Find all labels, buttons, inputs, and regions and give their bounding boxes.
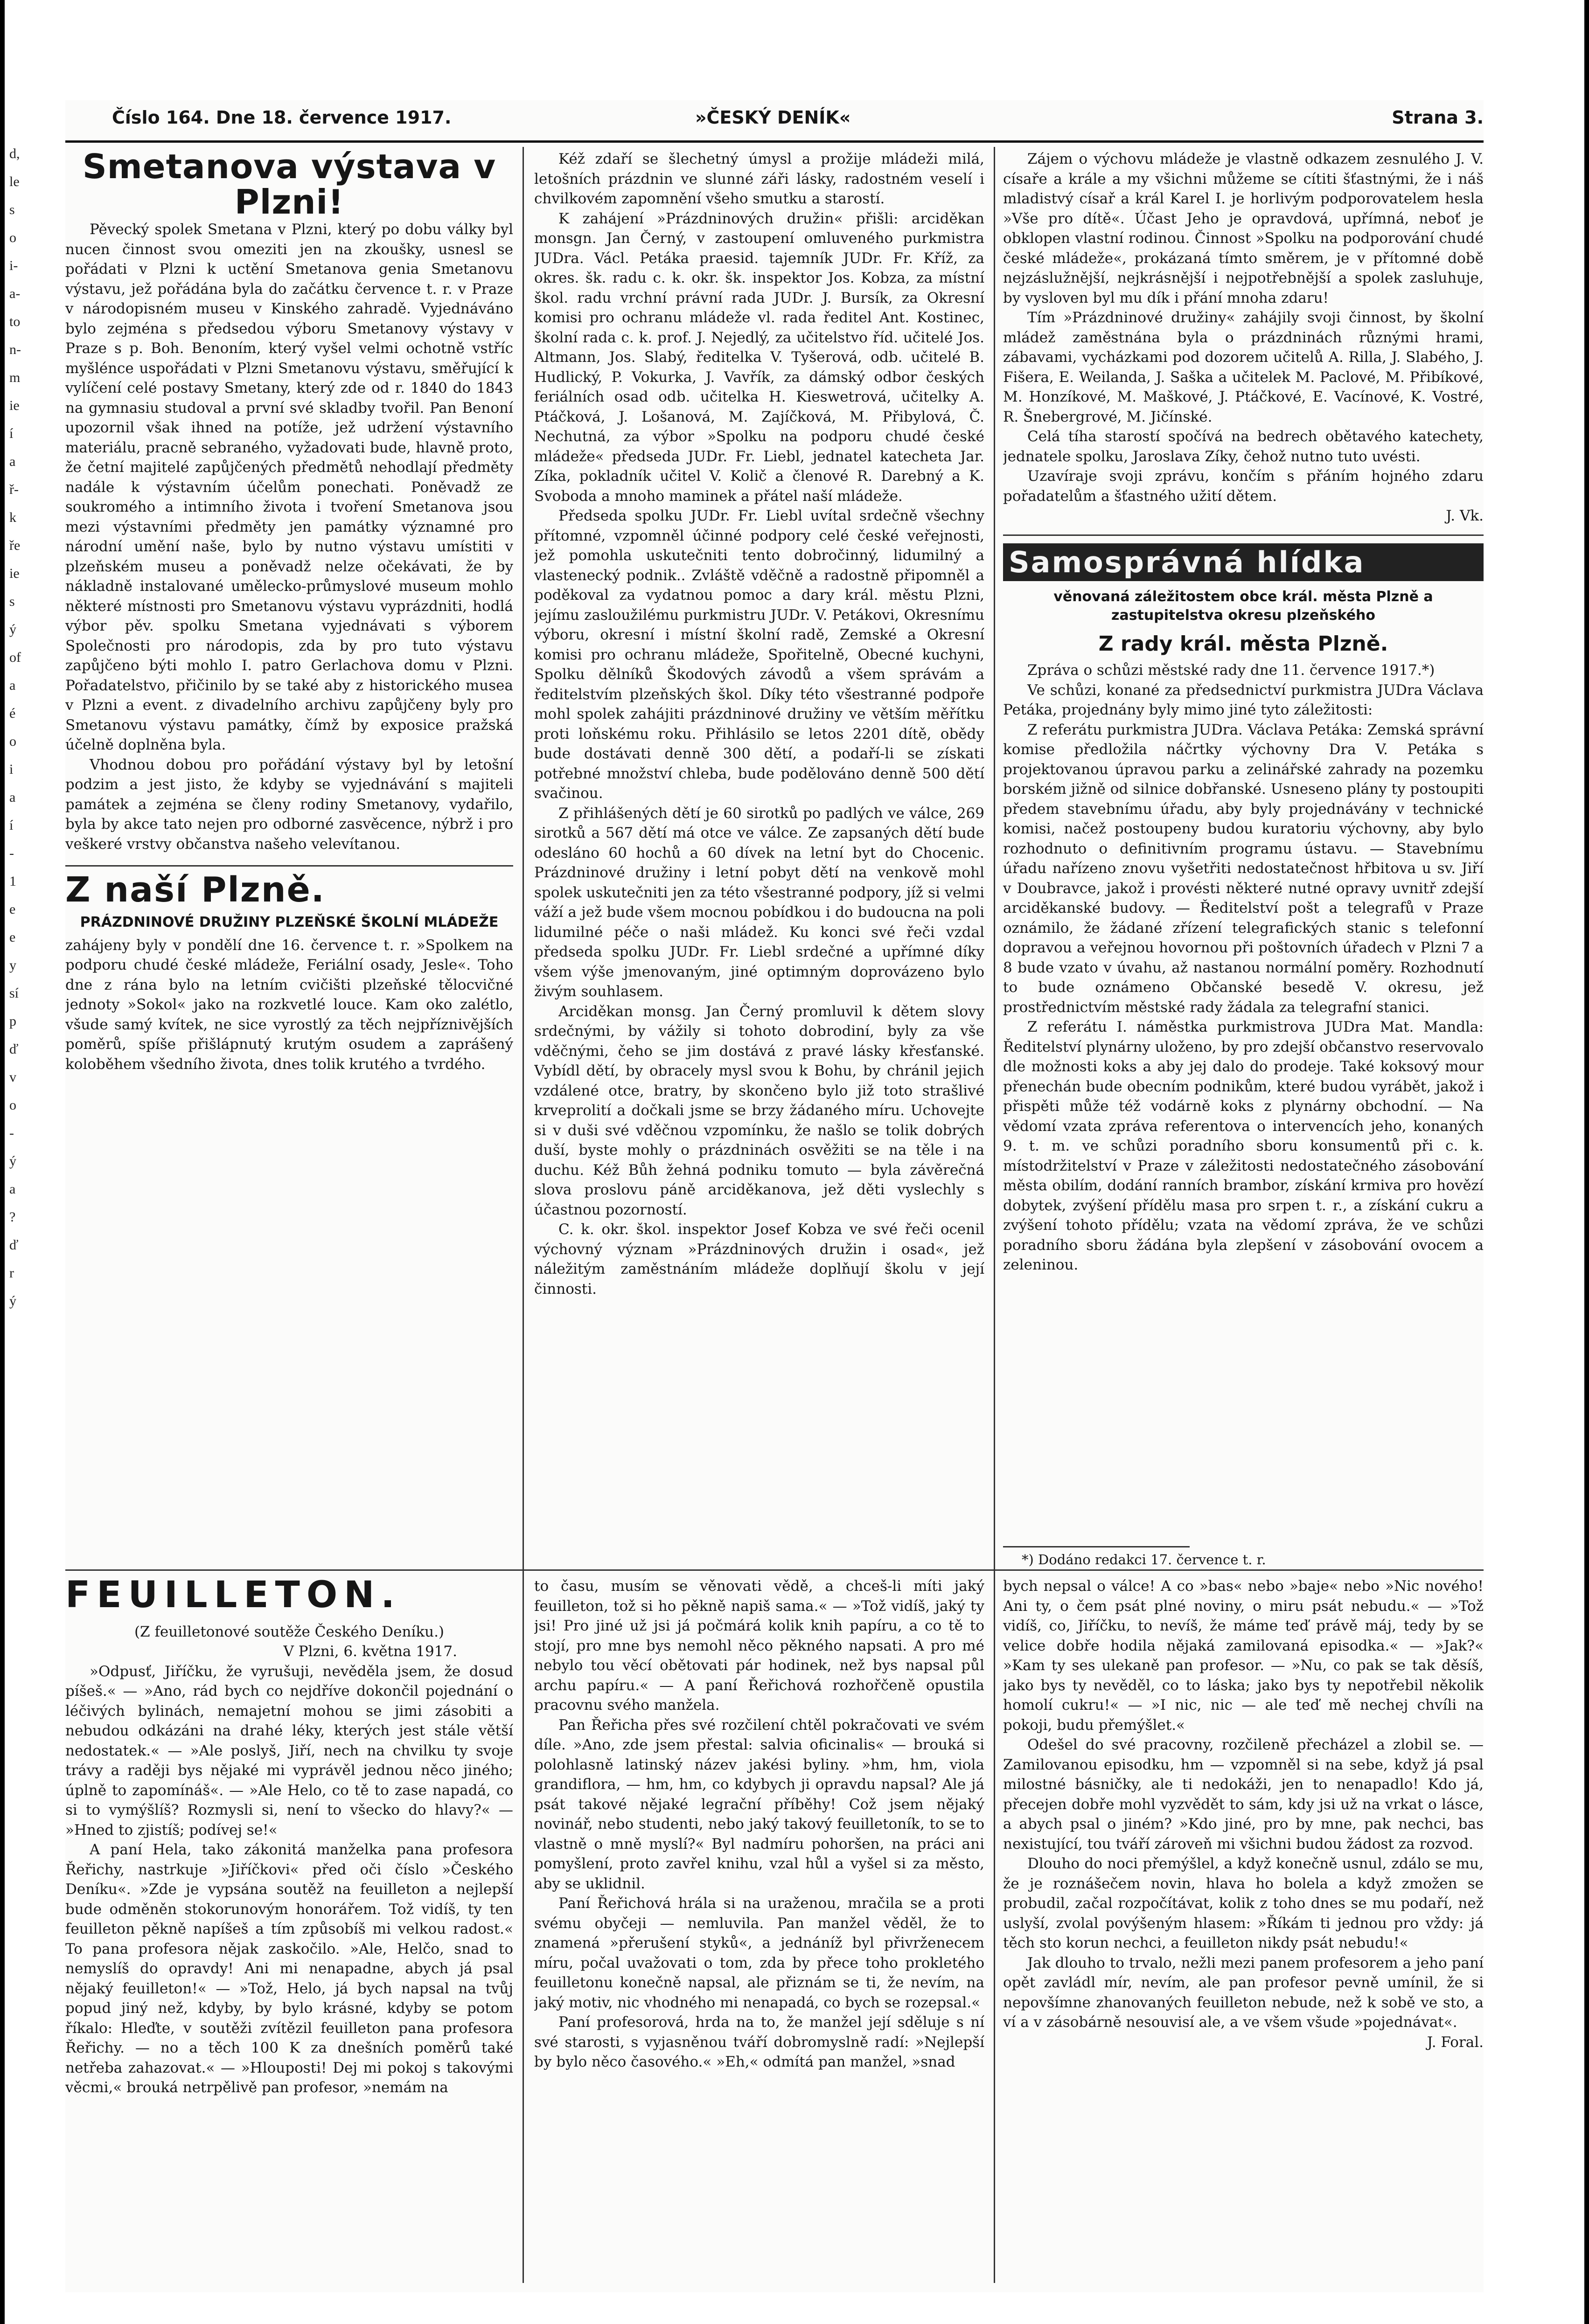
margin-fragment: r [9,1265,14,1281]
margin-fragment: ře [9,538,21,553]
article-paragraph: Celá tíha starostí spočívá na bedrech obětavého katechety, jednatele spolku, Jaroslava Zíky, čehož nutno tuto uvésti. [1003,428,1484,465]
margin-fragment: le [9,174,20,189]
margin-fragment: a [9,678,16,693]
feuilleton-paragraph: Jak dlouho to trvalo, nežli mezi panem profesorem a jeho paní opět zavládl mír, nevím, ale pan profesor pevně umínil, že si nepovšímne zhanovaných feuilleton nebude, než k sobě ve sto, a ví a v zásobárně nesouvisí ale, a ve všem všude »pojednávat«. [1003,1954,1484,2031]
footnote [1022,1550,1479,1568]
margin-fragment: í [9,818,14,833]
margin-fragment: i- [9,258,18,273]
margin-fragment: ? [9,1209,16,1225]
subhead-holiday-groups: PRÁZDNINOVÉ DRUŽINY PLZEŇSKÉ ŠKOLNÍ MLÁDEŽE [80,914,499,930]
margin-fragment: ý [9,1293,16,1309]
article-paragraph: C. k. okr. škol. inspektor Josef Kobza ve své řeči ocenil výchovný význam »Prázdninových družin i osad«, jež náležitým zaměstnáním mládeže doplňují školu v její činnosti. [534,1221,984,1297]
article-paragraph: Z přihlášených dětí je 60 sirotků po padlých ve válce, 269 sirotků a 567 dětí má otce ve válce. Ze zapsaných dětí bude odesláno 60 hochů a 60 dívek na letní byt do Chocenic. Prázdninové družiny i letní pobyt dětí na venkově mohl spolek uskutečniti jen za této všestranné podpory, jíž si velmi váží a jež bude všem mocnou pobídkou i do budoucna na poli lidumilné péče o naši mládež. Ku konci své řeči vzdal předseda spolku JUDr. Fr. Liebl srdečné a upřímné díky všem výše jmenovaným, jiné optimným doprovázeno bylo živým souhlasem. [534,805,984,1000]
margin-fragment: k [9,510,16,525]
feuilleton-paragraph: Odešel do své pracovny, rozčileně přecházel a zlobil se. — Zamilovanou episodku, hm — vzpomněl si na sebe, když já psal milostné básničky, ale ti nedokáži, jen to nenapadlo! Kdo já, přecejen dobře mohl vyzvědět to sám, kdy jsi už na vrkat o lásce, a abych psal o jiném? »Kdo jiné, pro by mne, pak nechci, bas nexistující, tou tváří zároveň mi všichni budou žádost za rozvod. [1003,1736,1484,1852]
margin-fragment: a [9,790,16,805]
article-paragraph: Uzavíraje svoji zprávu, končím s přáním hojného zdaru pořadatelům a šťastného užití dětem. [1003,468,1484,505]
article-paragraph: K zahájení »Prázdninových družin« přišli: arciděkan monsgn. Jan Černý, v zastoupení omluveného purkmistra JUDra. Václ. Petáka praesid. tajemník JUDr. Fr. Kříž, za okres. šk. radu c. k. okr. šk. inspektor Jos. Kobza, za místní škol. radu vrchní právní rada JUDr. J. Bursík, za Okresní komisi pro ochranu mládeže vl. rada ředitel Ant. Kostinec, školní rada c. k. prof. J. Nejedlý, za učitelstvo říd. učitelé Jos. Altmann, Jos. Slabý, ředitelka V. Tyšerová, odb. učitelé B. Hudlický, P. Vokurka, J. Vavřík, za dámský odbor českých feriálních osad odb. učitelka H. Kieswetrová, učitelky A. Ptáčková, J. Lošanová, M. Zajíčková, M. Přibylová, Č. Nechutná, za výbor »Spolku na podporu chudé české mládeže« předseda JUDr. Fr. Liebl, jednatel katecheta Jar. Zíka, pokladník učitel V. Količ a členové R. Darebný a K. Svoboda a mnoho maminek a přátel naší mládeže. [534,210,984,505]
margin-fragment: to [9,314,21,329]
feuilleton-signature: J. Foral. [1427,2033,1484,2051]
feuilleton-paragraph: Pan Řeřicha přes své rozčilení chtěl pokračovati ve svém díle. »Ano, zde jsem přestal: salvia oficinalis« — brouká si polohlasně latinský název jakési byliny. »hm, hm, viola grandiflora, — hm, hm, co kdybych ji opravdu napsal? Ale já psát takové nějaké legrační příběhy! Což jsem nějaký novinář, nebo studenti, nebo jaký takový feuilletoník, to se to vlastně o mně myslí?« Byl nadmíru pohoršen, na práci ani pomyšlení, proto zavřel knihu, vzal hůl a vyšel si za město, aby se uklidnil. [534,1716,984,1892]
margin-fragment: a- [9,286,21,301]
margin-fragment: í [9,426,14,441]
margin-fragment: a [9,1181,16,1197]
feuilleton-divider [65,1569,1484,1571]
margin-fragment: ie [9,398,20,413]
margin-fragment: s [9,202,15,217]
margin-fragment: v [9,1069,16,1085]
margin-fragment: ř- [9,482,19,497]
margin-fragment: o [9,230,16,245]
headline-city-council: Z rady král. města Plzně. [1098,631,1388,656]
margin-fragment: of [9,650,21,665]
scan-border-left [0,0,5,2324]
margin-fragment: ý [9,622,16,637]
margin-fragment: ď [9,1041,19,1057]
article-paragraph: Kéž zdaří se šlechetný úmysl a prožije mládeži milá, letošních prázdnin ve slunné záři lásky, radostném veselí i chvilkovém zapomnění všeho smutku a starostí. [534,151,984,207]
margin-fragment: o [9,734,16,749]
section-rule [1003,534,1484,536]
column-3 [1003,149,1484,1567]
feuilleton-source: (Z feuilletonové soutěže Českého Deníku.) [134,1623,445,1640]
column-divider-1 [523,147,524,2283]
subhead-municipal: věnovaná záležitostem obce král. města Plzně a zastupitelstva okresu plzeňského [1053,588,1433,624]
headline-smetana-exhibition: Smetanova výstava v Plzni! [82,149,496,222]
margin-fragment: ď [9,1237,19,1253]
column-2 [534,149,984,1567]
feuilleton-paragraph: bych nepsal o válce! A co »bas« nebo »baje« nebo »Nic nového! Ani ty, o čem psát plné noviny, o miru psát nebudu.« — »Tož vidíš, co, Jiříčku, to nevíš, že máme teď právě máj, tedy by se velice dobře hodila nějaká zamilovaná episodka.« — »Jak?« »Kam ty ses ulekaně pan profesor. — »Nu, co pak se tak děsíš, jako bys ty nevěděl, co to láska; jako bys ty nepotřebil několik homolí cukru!« — »I nic, nic — ale teď mě nechej chvíli na pokoji, budu přemýšlet.« [1003,1578,1484,1734]
margin-fragment: é [9,706,16,721]
article-paragraph: Vhodnou dobou pro pořádání výstavy byl by letošní podzim a jest jisto, že kdyby se vyjednávání s majiteli památek a zejména se členy rodiny Smetanovy, vydařilo, byla by akce tato nejen pro odborné zasvěcence, nýbrž i pro veškeré vrstvy občanstva našeho velevítanou. [65,756,513,853]
margin-fragment: o [9,1097,16,1113]
article-paragraph: Zájem o výchovu mládeže je vlastně odkazem zesnulého J. V. císaře a krále a my všichni můžeme se cítiti šťastnými, že i náš mladistvý císař a král Karel I. je horlivým podporovatelem hesla »Vše pro dítě«. Účast Jeho je opravdová, upřímná, neboť je obklopen vlastní rodinou. Činnost »Spolku na podporování chudé české mládeže«, prokázaná tímto směrem, je v přítomné době nejzáslužnější, nejkrásnější i nejpotřebnější a spolek zasluhuje, by vysloven byl mu dík i přání mnoha zdaru! [1003,151,1484,306]
margin-fragment: e [9,902,16,917]
scan-border-right [1584,0,1589,2324]
margin-fragment: ý [9,1153,16,1169]
feuilleton-column-2 [534,1576,984,2285]
margin-fragment: n- [9,342,21,357]
article-paragraph: Pěvecký spolek Smetana v Plzni, který po dobu války byl nucen činnost svou omeziti jen na zkoušky, usnesl se pořádati v Plzni k uctění Smetanova genia Smetanovu výstavu, jež pořádána byla do začátku července t. r. v Praze v národopisném museu v Kinského zahradě. Vyjednáváno bylo zejména s předsedou výboru Smetanovy výstavy v Praze s p. Boh. Benoním, který vyšel velmi ochotně vstříc myšlénce uspořádati v Plzni Smetanovu výstavu, směřující k vylíčení celé postavy Smetany, který zde od r. 1840 do 1843 na gymnasiu studoval a první své skladby tvořil. Pan Benoní upozornil však ihned na potíže, jež udržení výstavního materiálu, pracně sebraného, vyžadovati bude, hlavně proto, že četní majitelé zapůjčených předmětů nehodlají předměty nadále k výstavním účelům ponechati. Poněvadž ze soukromého a intimního života i tvoření Smetanova jsou mezi výstavními předměty jen památky významné pro národní umění naše, bylo by nutno výstavu umístiti v plzeňském museu a poněvadž nelze očekávati, že by nákladně instalované umělecko-průmyslové museum mohlo některé místnosti pro Smetanovu výstavu vyprázdniti, hodlá výbor pěv. spolku Smetana vyjednávati s výborem Společnosti pro národopis, zda by pro tuto výstavu zapůjčeno býti mohlo I. patro Gerlachova domu v Plzni. Pořadatelstvo, přičinilo by se také aby z historického musea v Plzni a event. z divadelního archivu zapůjčeny byly pro Smetanovu výstavu památky, čímž by exposice pražská účelně doplněna byla. [65,221,513,754]
page-number: Strana 3. [1392,107,1484,128]
margin-fragment: - [9,846,14,861]
newspaper-page [65,100,1484,2292]
adjacent-page-margin [9,140,37,2099]
margin-fragment: e [9,930,16,945]
feuilleton-column-1 [65,1576,513,2285]
column-1 [65,149,513,1567]
headline-samospravna-hlidka: Samosprávná hlídka [1003,543,1484,581]
feuilleton-paragraph: Paní Řeřichová hrála si na uraženou, mračila se a proti svému obyčeji — nemluvila. Pan manžel věděl, že to znamená »přerušení styků«, a jednáníž byl přivrženecem míru, počal uvažovati o tom, zda by přece toho prokletého feuilletonu konečně napsal, ale přiznám se ti, že nevím, na jaký motiv, nic vhodného mi nenapadá, co bych se rozepsal.« [534,1895,984,2011]
margin-fragment: p [9,1013,16,1029]
margin-fragment: a [9,454,16,469]
margin-fragment: 1 [9,874,16,889]
margin-fragment: m [9,370,21,385]
report-paragraph: Z referátu I. náměstka purkmistrova JUDra Mat. Mandla: Ředitelství plynárny uloženo, by pro zdejší občanstvo reservovalo dle možnosti koks a aby jej dalo do prodeje. Také koksový mour přenechán bude obecním podnikům, které budou vyrábět, jakož i přispěti může též vodárně koks z plynárny obchodní. — Na vědomí vzata zpráva referentova o intervencích jeho, konaných 9. t. m. ve schůzi poradního sboru konsumentů při c. k. místodržitelství v Praze v záležitosti nedostatečného zásobování města obilím, dodání ranních brambor, získání krmiva pro hovězí dobytek, zvýšení přídělu masa pro srpen t. r., a získání cukru a zvýšení tohoto přídělu; vzata na vědomí zpráva, že ve schůzi poradního sboru žádána byla zlepšení v zásobování ovocem a zeleninou. [1003,1019,1484,1274]
newspaper-title: »ČESKÝ DENÍK« [695,107,851,128]
article-paragraph: zahájeny byly v pondělí dne 16. července t. r. »Spolkem na podporu chudé české mládeže, Feriální osady, Jesle«. Toho dne z rána bylo na letním cvičišti plzeňské tělocvičné jednoty »Sokol« jako na rozkvetlé louce. Kam oko zalétlo, všude samý kvítek, ne sice vyrostlý za těch nejpříznivějších poměrů, spíše přišlápnutý krutým osudem a zaprášený koloběhem všedního života, dnes tolik krutého a tvrdého. [65,937,513,1073]
article-paragraph: Předseda spolku JUDr. Fr. Liebl uvítal srdečně všechny přítomné, vzpomněl účinné podpory celé české veřejnosti, jež pomohla uskutečniti tento dobročinný, lidumilný a vlastenecký podnik.. Zvláště vděčně a radostně připomněl a poděkoval za vydatnou pomoc a dary král. městu Plzni, jejímu zasloužilému purkmistru JUDr. V. Petákovi, Okresnímu výboru, okresní i místní školní radě, Zemské a Okresní komisi pro ochranu mládeže, Spořitelně, Obecné kuchyni, Spolku dělníků Škodových závodů a všem správám a ředitelstvím plzeňských škol. Díky této všestranné podpoře mohl spolek zahájiti prázdninové družiny ve větším měřítku proti loňskému roku. Přihlásilo se letos 2201 dítě, obědy bude dostávati denně 300 dětí, a podaří-li se získati potřebné množství chleba, bude podělováno denně 500 dětí svačinou. [534,507,984,802]
feuilleton-paragraph: »Odpusť, Jiříčku, že vyrušuji, nevěděla jsem, že dosud píšeš.« — »Ano, rád bych co nejdříve dokončil pojednání o léčivých bylinách, nemajetní mohou se jimi zásobiti a nebudou odkázáni na drahé léky, kterých jest stále větší nedostatek.« — »Ale poslyš, Jiří, nech na chvilku ty svoje trávy a raději bys nějaké mi vyprávěl jednou něco jiného; úplně to zapomínáš«. — »Ale Helo, co tě to zase napadá, co si to vymýšlíš? Rozmysli si, není to všecko do hlavy?« — »Hned to zjistíš; podívej se!« [65,1663,513,1838]
margin-fragment: - [9,1125,14,1141]
footnote-rule [1003,1546,1190,1547]
headline-z-nasi-plzne: Z naší Plzně. [65,870,325,910]
feuilleton-paragraph: Dlouho do noci přemýšlel, a když konečně usnul, zdálo se mu, že je roznášečem novin, hlava ho bolela a když zmožen se probudil, začal rozpočítávat, kolik z toho dnes se mu podaří, než uslyší, zvolal povýšeným hlasem: »Říkám ti jednou pro vždy: já těch sto korun nechci, a feuilleton nikdy psát nebudu!« [1003,1855,1484,1951]
margin-fragment: ie [9,566,20,581]
feuilleton-paragraph: Paní profesorová, hrda na to, že manžel její sděluje s ní své starosti, s vyjasněnou tváří dobromyslně radí: »Nejlepší by bylo něco časového.« »Eh,« odmítá pan manžel, »snad [534,2014,984,2070]
headline-feuilleton: FEUILLETON. [65,1576,402,1616]
masthead-rule [65,140,1484,143]
margin-fragment: s [9,594,15,609]
margin-fragment: y [9,957,16,973]
report-paragraph: Z referátu purkmistra JUDra. Václava Petáka: Zemská správní komise předložila náčrtky výchovny Dra V. Petáka s projektovanou úpravou parku a zelinářské zahrady na pozemku borském jižně od silnice dobřanské. Usneseno plány ty postoupiti předem stavebnímu úřadu, aby byly projednávány v technické komisi, načež postoupeny budou kuratoriu výchovny, aby bylo rozhodnuto o definitivním programu ústavu. — Stavebnímu úřadu nařízeno znovu vyšetřiti nedostatečnost hřbitova u sv. Jiří v Doubravce, jakož i provésti některé nutné opravy uvnitř zdejší arciděkanské budovy. — Ředitelství pošt a telegrafů v Praze oznámilo, že žádané zřízení telegrafických stanic s telefonní dopravou a veřejnou hovornou při poštovních úřadech v Plzni 7 a 8 bude vzato v úvahu, až nastanou normální poměry. Rozhodnutí to bude oznámeno Občanské besedě V. okresu, jež prostřednictvím městské rady žádala za telegrafní stanici. [1003,721,1484,1016]
footnote-text: *) Dodáno redakci 17. července t. r. [1022,1552,1266,1568]
article-paragraph: Tím »Prázdninové družiny« zahájily svoji činnost, by školní mládež zaměstnána byla o prázdninách různými hrami, zábavami, vycházkami pod dozorem učitelů A. Rilla, J. Slabého, J. Fišera, E. Weilanda, J. Saška a učitelek M. Paclové, M. Přibíkové, M. Honzíkové, M. Maškové, J. Ptáčkové, E. Vacínové, K. Vostré, R. Šnebergrové, M. Jičínské. [1003,309,1484,425]
author-signature: J. Vk. [1446,507,1484,524]
section-rule [65,865,513,867]
column-divider-2 [994,147,995,2283]
masthead [65,107,1484,140]
issue-date: Číslo 164. Dne 18. července 1917. [112,107,452,128]
margin-fragment: i [9,762,14,777]
article-paragraph: Arciděkan monsg. Jan Černý promluvil k dětem slovy srdečnými, by vážily si tohoto dobrodiní, byly za vše vděčnými, čeho se jim dostává z pravé lásky křesťanské. Vybídl dětí, by obracely mysl svou k Bohu, by chránil jejich vzdálené otce, bratry, by skončeno bylo již toto strašlivé krveprolití a dočkali jsme se brzy žádaného míru. Uchovejte si v duši své vděčnou vzpomínku, že našlo se tolik dobrých duší, byste mohly o prázdninách osvěžiti se na těle i na duchu. Kéž Bůh žehná podniku tomuto — byla závěrečná slova proslovu páně arciděkanova, jež děti vyslechly s účastnou pozorností. [534,1003,984,1218]
report-intro: Zpráva o schůzi městské rady dne 11. července 1917.*) [1027,662,1435,679]
margin-fragment: d, [9,146,20,161]
feuilleton-paragraph: to času, musím se věnovati vědě, a chceš-li míti jaký feuilleton, tož si ho pěkně napiš sama.« — »Tož vidíš, jaký ty jsi! Pro jiné už jsi já počmárá kolik knih papíru, a co tě to stojí, pro mne bys nemohl něco pěkného napsati. A pro mé nebylo tou věcí obětovati pár hodinek, než bys napsal půl archu papíru.« — A paní Řeřichová rozhořčeně opustila pracovnu svého manžela. [534,1578,984,1714]
feuilleton-column-3 [1003,1576,1484,2285]
report-paragraph: Ve schůzi, konané za předsednictví purkmistra JUDra Václava Petáka, projednány byly mimo jiné tyto záležitosti: [1003,681,1484,719]
feuilleton-paragraph: A paní Hela, tako zákonitá manželka pana profesora Řeřichy, nastrkuje »Jiříčkovi« před oči číslo »Českého Deníku«. »Zde je vypsána soutěž na feuilleton a nejlepší bude odměněn stokorunovým honorářem. Tož vidíš, ty ten feuilleton pěkně napíšeš a tím způsobíš mi velkou radost.« To pana profesora nějak zaskočilo. »Ale, Helčo, snad to nemyslíš do opravdy! Ani mi nenapadne, abych já psal nějaký feuilleton!« — »Tož, Helo, já bych napsal na tvůj popud jiný než, kdyby, by bylo krásné, kdyby se potom říkalo: Hleďte, v soutěži zvítězil feuilleton pana profesora Řeřichy. — no a těch 100 K za dnešních poměrů také netřeba zahazovat.« — »Hlouposti! Dej mi pokoj s takovými věcmi,« brouká netrpělivě pan profesor, »nemám na [65,1841,513,2096]
feuilleton-dateline: V Plzni, 6. května 1917. [283,1643,457,1660]
margin-fragment: sí [9,985,19,1001]
